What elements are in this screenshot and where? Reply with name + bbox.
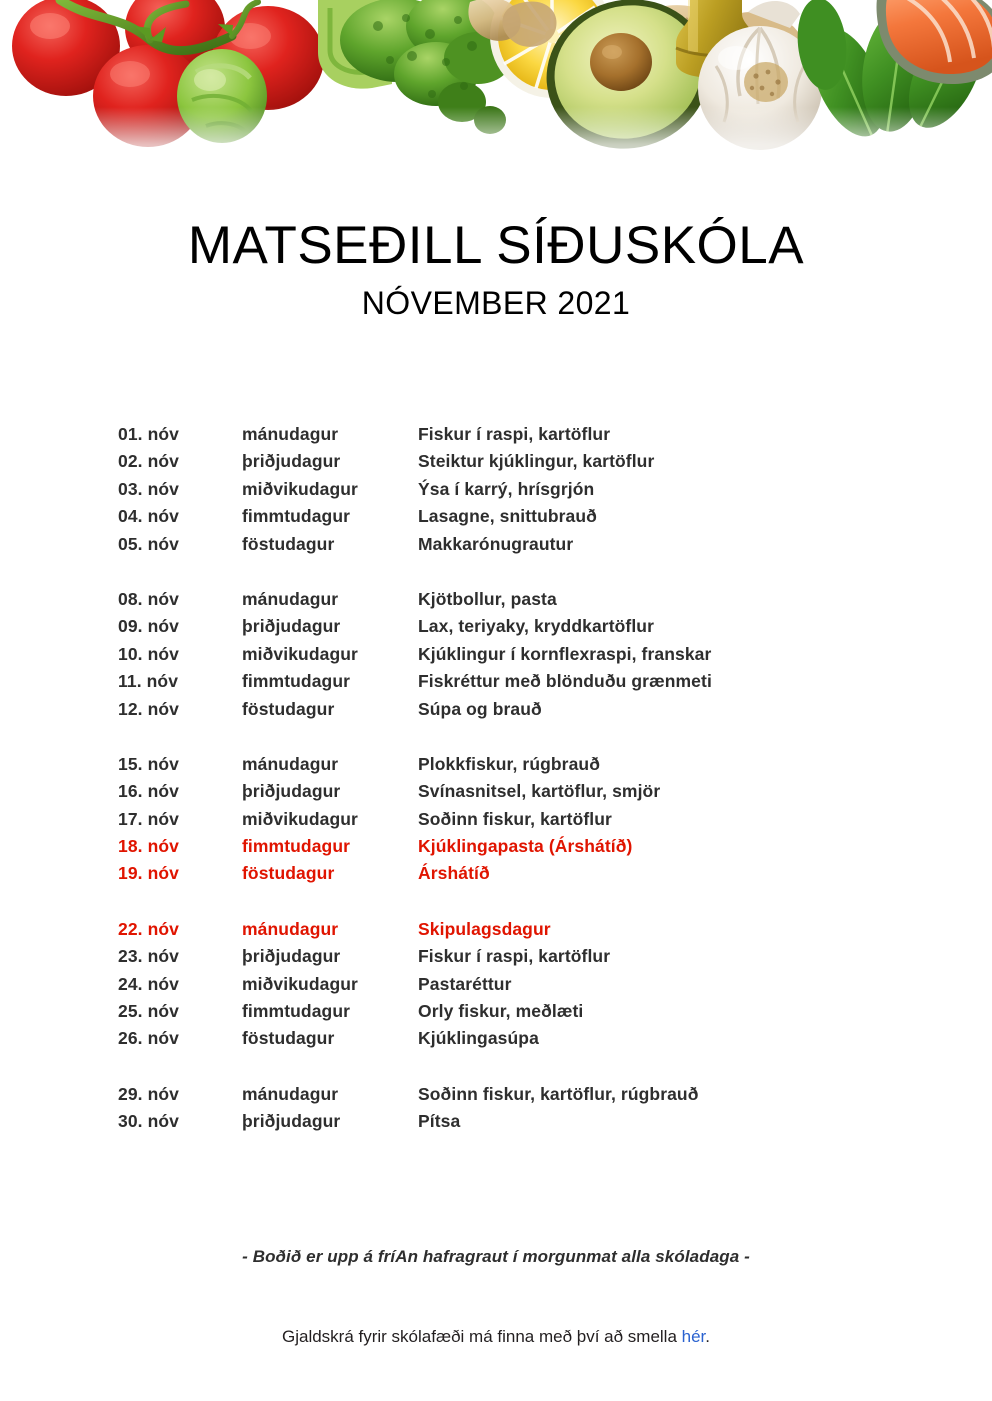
fee-text-after: . (705, 1327, 711, 1346)
table-row (118, 863, 878, 890)
menu-date: 25. nóv (118, 1001, 180, 1022)
menu-dish: Skipulagsdagur (418, 918, 551, 939)
menu-weekday: fimmtudagur (242, 671, 351, 692)
menu-dish: Kjúklingapasta (Árshátíð) (418, 836, 633, 857)
menu-date: 19. nóv (118, 863, 180, 884)
menu-week (118, 754, 878, 891)
menu-weekday: föstudagur (242, 1028, 335, 1049)
menu-dish: Steiktur kjúklingur, kartöflur (418, 451, 655, 472)
table-row (118, 451, 878, 478)
menu-weekday: þriðjudagur (242, 781, 341, 802)
menu-date: 24. nóv (118, 973, 180, 994)
menu-weekday: föstudagur (242, 863, 335, 884)
menu-date: 09. nóv (118, 616, 180, 637)
table-row (118, 1001, 878, 1028)
menu-dish: Pítsa (418, 1111, 461, 1132)
table-row (118, 1084, 878, 1111)
menu-date: 30. nóv (118, 1111, 180, 1132)
menu-date: 12. nóv (118, 698, 180, 719)
menu-dish: Árshátíð (418, 863, 490, 884)
menu-weekday: mánudagur (242, 424, 339, 444)
table-row (118, 589, 878, 616)
menu-weekday: þriðjudagur (242, 616, 341, 637)
menu-date: 18. nóv (118, 836, 180, 857)
menu-date: 23. nóv (118, 946, 180, 967)
menu-date: 03. nóv (118, 478, 180, 499)
food-photo-banner (0, 0, 992, 185)
menu-weekday: föstudagur (242, 533, 335, 554)
menu-week (118, 589, 878, 726)
menu-weekday: fimmtudagur (242, 836, 351, 857)
table-row (118, 671, 878, 698)
menu-date: 05. nóv (118, 533, 180, 554)
menu-dish: Soðinn fiskur, kartöflur (418, 808, 612, 829)
table-row (118, 1028, 878, 1055)
table-row (118, 946, 878, 973)
menu-weekday: þriðjudagur (242, 946, 341, 967)
page-subtitle: NÓVEMBER 2021 (361, 284, 631, 321)
menu-table (118, 424, 878, 1139)
menu-date: 01. nóv (118, 424, 180, 444)
menu-date: 22. nóv (118, 918, 180, 939)
menu-dish: Pastaréttur (418, 973, 512, 994)
menu-weekday: þriðjudagur (242, 1111, 341, 1132)
title-block (0, 218, 992, 322)
menu-dish: Fiskur í raspi, kartöflur (418, 424, 611, 444)
page-title: MATSEÐILL SÍÐUSKÓLA (187, 216, 805, 275)
menu-date: 02. nóv (118, 451, 180, 472)
porridge-note: - Boðið er upp á fríAn hafragraut í morgunmat alla skóladaga - (242, 1247, 750, 1266)
table-row (118, 699, 878, 726)
menu-dish: Súpa og brauð (418, 698, 542, 719)
menu-weekday: miðvikudagur (242, 808, 358, 829)
fee-text-before: Gjaldskrá fyrir skólafæði má finna með því að smella (281, 1327, 682, 1346)
menu-date: 26. nóv (118, 1028, 180, 1049)
menu-weekday: miðvikudagur (242, 478, 358, 499)
table-row (118, 644, 878, 671)
table-row (118, 506, 878, 533)
table-row (118, 754, 878, 781)
menu-weekday: miðvikudagur (242, 973, 358, 994)
menu-dish: Makkarónugrautur (418, 533, 574, 554)
menu-date: 11. nóv (118, 671, 179, 692)
menu-date: 29. nóv (118, 1083, 180, 1104)
menu-week (118, 1084, 878, 1139)
menu-weekday: mánudagur (242, 753, 339, 774)
menu-dish: Kjötbollur, pasta (418, 588, 557, 609)
menu-dish: Lax, teriyaky, kryddkartöflur (418, 616, 655, 637)
brussels-sprout-graphic (177, 49, 267, 143)
table-row (118, 534, 878, 561)
fee-info-line (0, 1327, 992, 1347)
menu-weekday: föstudagur (242, 698, 335, 719)
table-row (118, 974, 878, 1001)
table-row (118, 424, 878, 451)
menu-week (118, 919, 878, 1056)
table-row (118, 479, 878, 506)
table-row (118, 1111, 878, 1138)
menu-weekday: þriðjudagur (242, 451, 341, 472)
menu-date: 15. nóv (118, 753, 180, 774)
menu-weekday: fimmtudagur (242, 506, 351, 527)
menu-weekday: fimmtudagur (242, 1001, 351, 1022)
menu-date: 10. nóv (118, 643, 180, 664)
menu-date: 04. nóv (118, 506, 180, 527)
table-row (118, 836, 878, 863)
fee-schedule-link[interactable]: hér (681, 1327, 706, 1346)
table-row (118, 781, 878, 808)
menu-dish: Svínasnitsel, kartöflur, smjör (418, 781, 661, 802)
menu-dish: Kjúklingasúpa (418, 1028, 539, 1049)
table-row (118, 919, 878, 946)
table-row (118, 616, 878, 643)
menu-date: 16. nóv (118, 781, 180, 802)
table-row (118, 809, 878, 836)
menu-dish: Ýsa í karrý, hrísgrjón (418, 478, 595, 499)
menu-date: 17. nóv (118, 808, 180, 829)
menu-dish: Plokkfiskur, rúgbrauð (418, 753, 601, 774)
menu-dish: Soðinn fiskur, kartöflur, rúgbrauð (418, 1083, 699, 1104)
menu-dish: Kjúklingur í kornflexraspi, franskar (418, 643, 712, 664)
menu-week (118, 424, 878, 561)
menu-date: 08. nóv (118, 588, 180, 609)
menu-weekday: miðvikudagur (242, 643, 358, 664)
menu-weekday: mánudagur (242, 1083, 339, 1104)
menu-dish: Fiskur í raspi, kartöflur (418, 946, 611, 967)
menu-dish: Orly fiskur, meðlæti (418, 1001, 584, 1022)
menu-weekday: mánudagur (242, 918, 339, 939)
menu-weekday: mánudagur (242, 588, 339, 609)
menu-dish: Lasagne, snittubrauð (418, 506, 597, 527)
menu-dish: Fiskréttur með blönduðu grænmeti (418, 671, 712, 692)
